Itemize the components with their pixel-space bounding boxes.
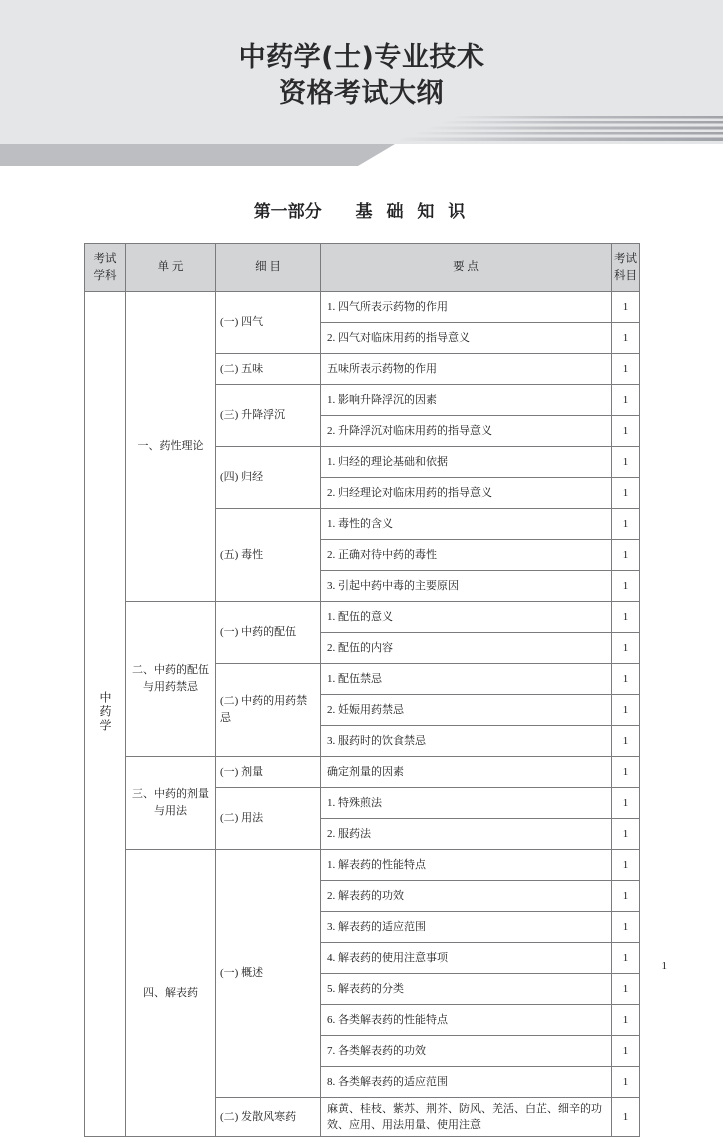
column-header-detail-label: 细 目 xyxy=(255,261,281,273)
exam-subject-cell: 1 xyxy=(612,974,640,1005)
point-cell: 1. 毒性的含义 xyxy=(321,509,612,540)
exam-subject-cell: 1 xyxy=(612,323,640,354)
document-title-line2: 资格考试大纲 xyxy=(279,78,444,109)
page-number: 1 xyxy=(661,960,667,972)
exam-subject-cell: 1 xyxy=(612,695,640,726)
point-cell: 2. 正确对待中药的毒性 xyxy=(321,540,612,571)
detail-cell: (一) 中药的配伍 xyxy=(216,602,321,664)
exam-subject-cell: 1 xyxy=(612,633,640,664)
column-header-points-label: 要 点 xyxy=(453,261,479,273)
column-header-subject xyxy=(85,244,126,292)
point-cell: 4. 解表药的使用注意事项 xyxy=(321,943,612,974)
detail-cell: (一) 剂量 xyxy=(216,757,321,788)
point-cell: 1. 配伍禁忌 xyxy=(321,664,612,695)
exam-subject-cell: 1 xyxy=(612,912,640,943)
part-heading-prefix: 第一部分 xyxy=(253,202,322,222)
document-title-line1: 中药学(士)专业技术 xyxy=(238,42,485,73)
unit-cell: 三、中药的剂量与用法 xyxy=(126,757,216,850)
decorative-stripes xyxy=(363,112,723,144)
header-banner xyxy=(0,0,723,144)
detail-cell: (一) 概述 xyxy=(216,850,321,1098)
point-cell: 3. 服药时的饮食禁忌 xyxy=(321,726,612,757)
table-row xyxy=(85,602,640,633)
table-header xyxy=(85,244,640,292)
table-body xyxy=(85,292,640,1137)
exam-subject-cell: 1 xyxy=(612,385,640,416)
exam-subject-cell: 1 xyxy=(612,447,640,478)
point-cell: 7. 各类解表药的功效 xyxy=(321,1036,612,1067)
column-header-subject-line2: 学科 xyxy=(93,269,117,282)
document-title xyxy=(0,40,723,112)
exam-subject-cell: 1 xyxy=(612,819,640,850)
point-cell: 1. 影响升降浮沉的因素 xyxy=(321,385,612,416)
part-heading-suffix: 基 础 知 识 xyxy=(355,202,470,222)
point-cell: 2. 解表药的功效 xyxy=(321,881,612,912)
header-accent-bar xyxy=(0,144,440,166)
point-cell: 2. 妊娠用药禁忌 xyxy=(321,695,612,726)
point-cell: 2. 归经理论对临床用药的指导意义 xyxy=(321,478,612,509)
detail-cell: (五) 毒性 xyxy=(216,509,321,602)
exam-subject-cell: 1 xyxy=(612,664,640,695)
exam-subject-cell: 1 xyxy=(612,1005,640,1036)
exam-subject-cell: 1 xyxy=(612,354,640,385)
point-cell: 1. 特殊煎法 xyxy=(321,788,612,819)
subject-label: 中药学 xyxy=(98,690,112,733)
point-cell: 3. 引起中药中毒的主要原因 xyxy=(321,571,612,602)
table-row xyxy=(85,757,640,788)
detail-cell: (二) 发散风寒药 xyxy=(216,1098,321,1137)
column-header-exam-line2: 科目 xyxy=(614,269,637,282)
point-cell: 1. 四气所表示药物的作用 xyxy=(321,292,612,323)
exam-subject-cell: 1 xyxy=(612,1098,640,1137)
table-row xyxy=(85,292,640,323)
point-cell: 2. 升降浮沉对临床用药的指导意义 xyxy=(321,416,612,447)
exam-subject-cell: 1 xyxy=(612,943,640,974)
column-header-exam-line1: 考试 xyxy=(614,252,637,265)
point-cell: 五味所表示药物的作用 xyxy=(321,354,612,385)
exam-subject-cell: 1 xyxy=(612,416,640,447)
exam-subject-cell: 1 xyxy=(612,1036,640,1067)
point-cell: 2. 四气对临床用药的指导意义 xyxy=(321,323,612,354)
point-cell: 2. 配伍的内容 xyxy=(321,633,612,664)
column-header-unit-label: 单 元 xyxy=(157,261,184,273)
detail-cell: (二) 五味 xyxy=(216,354,321,385)
decorative-stripes-svg xyxy=(363,112,723,144)
column-header-detail xyxy=(216,244,321,292)
table-header-row xyxy=(85,244,640,292)
exam-subject-cell: 1 xyxy=(612,540,640,571)
subject-cell xyxy=(85,292,126,1137)
point-cell: 5. 解表药的分类 xyxy=(321,974,612,1005)
point-cell: 6. 各类解表药的性能特点 xyxy=(321,1005,612,1036)
point-cell: 2. 服药法 xyxy=(321,819,612,850)
detail-cell: (三) 升降浮沉 xyxy=(216,385,321,447)
detail-cell: (二) 中药的用药禁忌 xyxy=(216,664,321,757)
table-row xyxy=(85,850,640,881)
exam-subject-cell: 1 xyxy=(612,726,640,757)
unit-cell: 二、中药的配伍与用药禁忌 xyxy=(126,602,216,757)
point-cell: 8. 各类解表药的适应范围 xyxy=(321,1067,612,1098)
exam-subject-cell: 1 xyxy=(612,509,640,540)
point-cell: 3. 解表药的适应范围 xyxy=(321,912,612,943)
exam-subject-cell: 1 xyxy=(612,881,640,912)
exam-subject-cell: 1 xyxy=(612,602,640,633)
column-header-subject-line1: 考试 xyxy=(93,252,117,265)
part-heading xyxy=(0,197,723,222)
exam-subject-cell: 1 xyxy=(612,757,640,788)
unit-cell: 一、药性理论 xyxy=(126,292,216,602)
point-cell: 1. 解表药的性能特点 xyxy=(321,850,612,881)
exam-subject-cell: 1 xyxy=(612,571,640,602)
exam-subject-cell: 1 xyxy=(612,478,640,509)
point-cell: 1. 归经的理论基础和依据 xyxy=(321,447,612,478)
point-cell: 麻黄、桂枝、紫苏、荆芥、防风、羌活、白芷、细辛的功效、应用、用法用量、使用注意 xyxy=(321,1098,612,1137)
point-cell: 1. 配伍的意义 xyxy=(321,602,612,633)
exam-subject-cell: 1 xyxy=(612,850,640,881)
unit-cell: 四、解表药 xyxy=(126,850,216,1137)
syllabus-table xyxy=(84,243,640,1137)
column-header-unit xyxy=(126,244,216,292)
detail-cell: (四) 归经 xyxy=(216,447,321,509)
column-header-points xyxy=(321,244,612,292)
exam-subject-cell: 1 xyxy=(612,1067,640,1098)
point-cell: 确定剂量的因素 xyxy=(321,757,612,788)
exam-subject-cell: 1 xyxy=(612,788,640,819)
column-header-exam xyxy=(612,244,640,292)
detail-cell: (一) 四气 xyxy=(216,292,321,354)
detail-cell: (二) 用法 xyxy=(216,788,321,850)
exam-subject-cell: 1 xyxy=(612,292,640,323)
